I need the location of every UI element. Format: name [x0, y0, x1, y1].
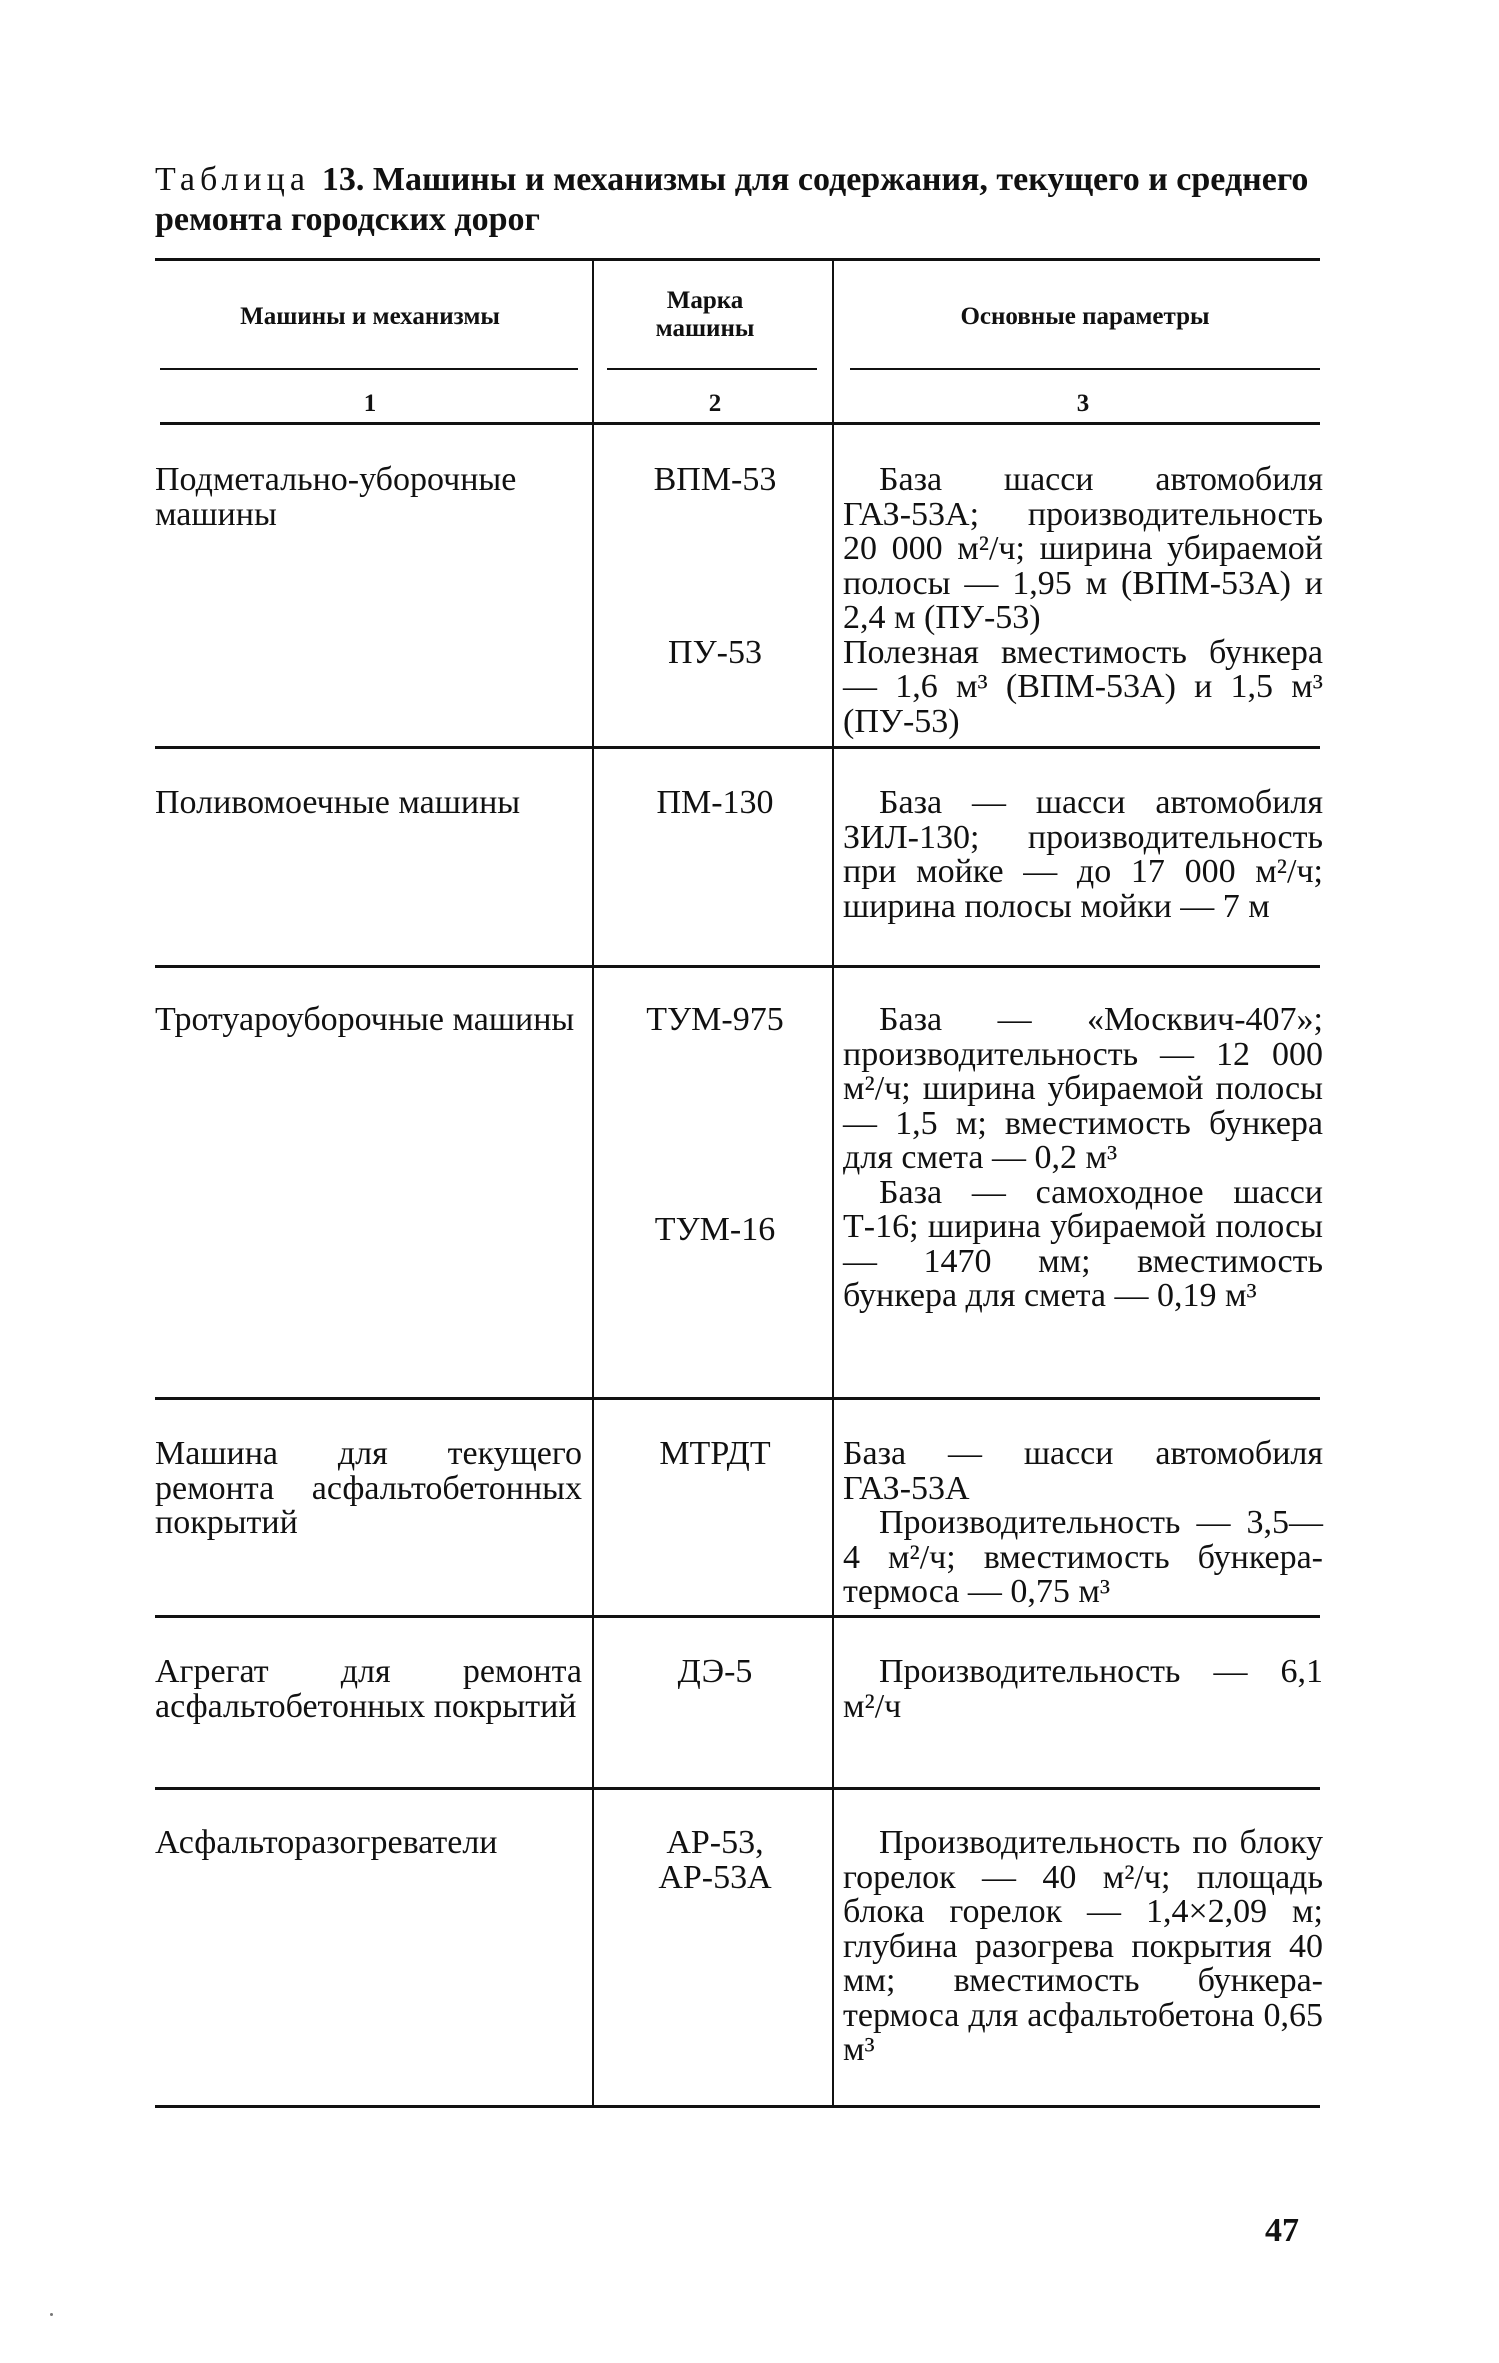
table-caption [155, 160, 1335, 240]
page-number: 47 [1265, 2212, 1299, 2249]
row-4-machine: Машина для текущего ремонта асфальтобетонных покрытий [155, 1435, 582, 1541]
row-divider [155, 1615, 1320, 1618]
row-6-params [843, 1826, 1323, 2068]
row-5-model-a: ДЭ-5 [677, 1653, 753, 1690]
scan-speck [50, 2313, 53, 2316]
row-5-params [843, 1655, 1323, 1724]
table-caption-label: Таблица [155, 161, 310, 198]
row-6-machine: Асфальторазогреватели [155, 1824, 498, 1861]
row-2-model-a: ПМ-130 [656, 784, 774, 821]
row-1-model-a: ВПМ-53 [653, 461, 777, 498]
row-1-params [843, 463, 1323, 739]
row-1-params-a: База шасси автомобиля ГАЗ-53А; производительность 20 000 м²/ч; ширина убираемой полосы — 1,95 м (ВПМ-53А) и 2,4 м (ПУ-53) [843, 461, 1323, 636]
row-5-machine: Агрегат для ремонта асфальтобетонных покрытий [155, 1653, 582, 1725]
header-rule [607, 368, 817, 370]
row-2-params [843, 786, 1323, 924]
header-rule [850, 368, 1320, 370]
row-1-model-b: ПУ-53 [668, 634, 762, 671]
row-3-params-a: База — «Москвич-407»; производительность — 12 000 м²/ч; ширина убираемой полосы — 1,5 м; вместимость бункера для смета — 0,2 м³ [843, 1001, 1323, 1176]
header-parameters: Основные параметры [960, 303, 1210, 330]
row-5-params-a: Производительность — 6,1 м²/ч [843, 1653, 1323, 1725]
row-1-params-b: Полезная вместимость бункера — 1,6 м³ (ВПМ-53А) и 1,5 м³ (ПУ-53) [843, 633, 1323, 740]
header-machines: Машины и механизмы [240, 303, 500, 330]
row-3-params [843, 1003, 1323, 1314]
column-number-1: 1 [363, 390, 377, 417]
row-4-params [843, 1437, 1323, 1610]
table-top-rule [155, 258, 1320, 261]
row-divider [155, 965, 1320, 968]
row-1-machine: Подметально-уборочные машины [155, 461, 517, 533]
row-divider [155, 1397, 1320, 1400]
column-number-3: 3 [1076, 390, 1090, 417]
row-3-model-b: ТУМ-16 [654, 1211, 776, 1248]
row-3-machine: Тротуароуборочные машины [155, 1001, 575, 1038]
table-bottom-rule [155, 2105, 1320, 2108]
row-2-machine: Поливомоечные машины [155, 784, 521, 821]
row-3-params-b: База — самоходное шасси Т-16; ширина убираемой полосы — 1470 мм; вместимость бункера для смета — 0,19 м³ [843, 1173, 1323, 1314]
column-numbers-rule [160, 422, 1320, 425]
column-divider-1-2 [592, 260, 594, 2105]
row-3-model-a: ТУМ-975 [646, 1001, 784, 1038]
header-rule [160, 368, 578, 370]
column-divider-2-3 [832, 260, 834, 2105]
header-model: Марка машины [655, 287, 755, 342]
row-4-params-a: База — шасси автомобиля ГАЗ-53А [843, 1435, 1323, 1507]
row-6-params-a: Производительность по блоку горелок — 40 м²/ч; площадь блока горелок — 1,4×2,09 м; глубина разогрева покрытия 40 мм; вместимость бункера-термоса для асфальтобетона 0,65 м³ [843, 1824, 1323, 2068]
column-number-2: 2 [708, 390, 722, 417]
row-2-params-a: База — шасси автомобиля ЗИЛ-130; производительность при мойке — до 17 000 м²/ч; ширина полосы мойки — 7 м [843, 784, 1323, 925]
row-4-model-a: МТРДТ [659, 1435, 771, 1472]
row-divider [155, 746, 1320, 749]
table-caption-text: 13. Машины и механизмы для содержания, текущего и среднего ремонта городских дорог [155, 161, 1309, 238]
row-4-params-b: Производительность — 3,5—4 м²/ч; вместимость бункера-термоса — 0,75 м³ [843, 1504, 1323, 1610]
row-6-model-a: АР-53, АР-53А [658, 1824, 772, 1896]
row-divider [155, 1787, 1320, 1790]
